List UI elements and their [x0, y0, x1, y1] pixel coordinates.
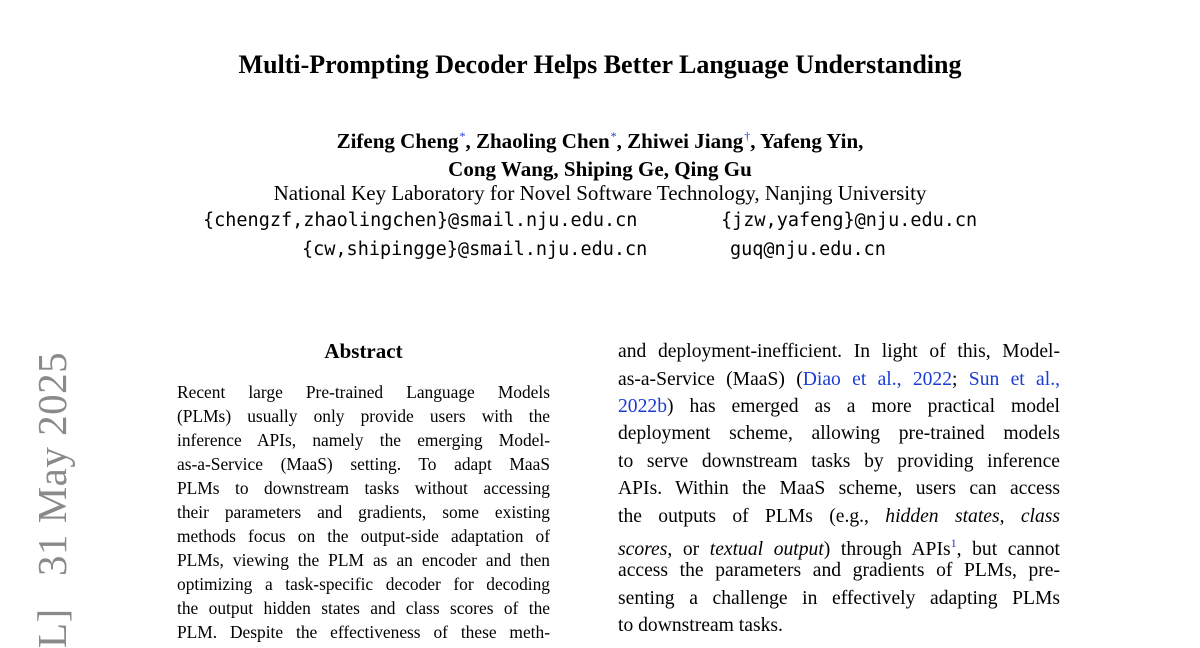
arxiv-stamp-date: 31 May 2025: [29, 351, 75, 577]
author-mark[interactable]: *: [610, 129, 617, 143]
footnote-link[interactable]: 1: [950, 536, 957, 550]
affiliation: National Key Laboratory for Novel Software Technology, Nanjing University: [273, 181, 927, 205]
email-row2-left: {cw,shipingge}@smail.nju.edu.cn: [302, 239, 648, 260]
body-line: as-a-Service (MaaS) (Diao et al., 2022; Sun et al.,: [618, 369, 1060, 390]
body-line: the outputs of PLMs (e.g., hidden states, class: [618, 506, 1061, 527]
email-row1-right: {jzw,yafeng}@nju.edu.cn: [721, 210, 978, 231]
author-line-1: Zifeng Cheng*, Zhaoling Chen*, Zhiwei Jiang†, Yafeng Yin,: [336, 129, 864, 153]
abstract-line: inference APIs, namely the emerging Model-: [177, 430, 550, 450]
citation-link[interactable]: Diao et al., 2022: [802, 369, 953, 390]
abstract-line: PLMs, viewing the PLM as an encoder and then: [177, 550, 550, 570]
body-line: and deployment-inefficient. In light of this, Model-: [618, 341, 1060, 362]
abstract-line: (PLMs) usually only provide users with the: [177, 406, 550, 426]
body-line: to serve downstream tasks by providing inference: [618, 451, 1060, 472]
abstract-line: their parameters and gradients, some existing: [177, 502, 550, 522]
author-mark[interactable]: *: [459, 129, 466, 143]
body-line: to downstream tasks.: [618, 615, 783, 636]
abstract-line: PLM. Despite the effectiveness of these meth-: [177, 622, 550, 642]
body-line: senting a challenge in effectively adapting PLMs: [618, 588, 1060, 609]
citation-link[interactable]: Sun et al.,: [968, 369, 1060, 390]
body-line: deployment scheme, allowing pre-trained models: [618, 423, 1060, 444]
email-row2-right: guq@nju.edu.cn: [730, 239, 886, 260]
author-line-2: Cong Wang, Shiping Ge, Qing Gu: [448, 157, 752, 181]
author-mark[interactable]: †: [744, 129, 751, 143]
abstract-line: Recent large Pre-trained Language Models: [177, 382, 550, 402]
abstract-line: the output hidden states and class scores of the: [177, 598, 550, 618]
author-name: Zhiwei Jiang: [627, 129, 744, 153]
abstract-line: as-a-Service (MaaS) setting. To adapt MaaS: [177, 454, 550, 474]
abstract-line: optimizing a task-specific decoder for decoding: [177, 574, 550, 594]
author-list: [0, 122, 1200, 183]
body-line: 2022b) has emerged as a more practical model: [618, 396, 1060, 417]
arxiv-stamp-partial: L]: [29, 608, 75, 648]
abstract-line: PLMs to downstream tasks without accessing: [177, 478, 550, 498]
body-line: scores, or textual output) through APIs$^1$, but cannot: [618, 536, 1060, 560]
author-name: Zhaoling Chen: [476, 129, 610, 153]
arxiv-stamp: [28, 352, 76, 648]
email-row1-left: {chengzf,zhaolingchen}@smail.nju.edu.cn: [203, 210, 638, 231]
author-name: Zifeng Cheng: [336, 129, 459, 153]
paper-title: Multi-Prompting Decoder Helps Better Language Understanding: [238, 50, 962, 79]
author-name: Yafeng Yin,: [759, 129, 864, 153]
body-line: access the parameters and gradients of PLMs, pre-: [618, 560, 1060, 581]
abstract-line: methods focus on the output-side adaptation of: [177, 526, 550, 546]
body-line: APIs. Within the MaaS scheme, users can access: [618, 478, 1060, 499]
citation-link[interactable]: 2022b: [618, 396, 667, 417]
abstract-heading: Abstract: [324, 339, 403, 363]
